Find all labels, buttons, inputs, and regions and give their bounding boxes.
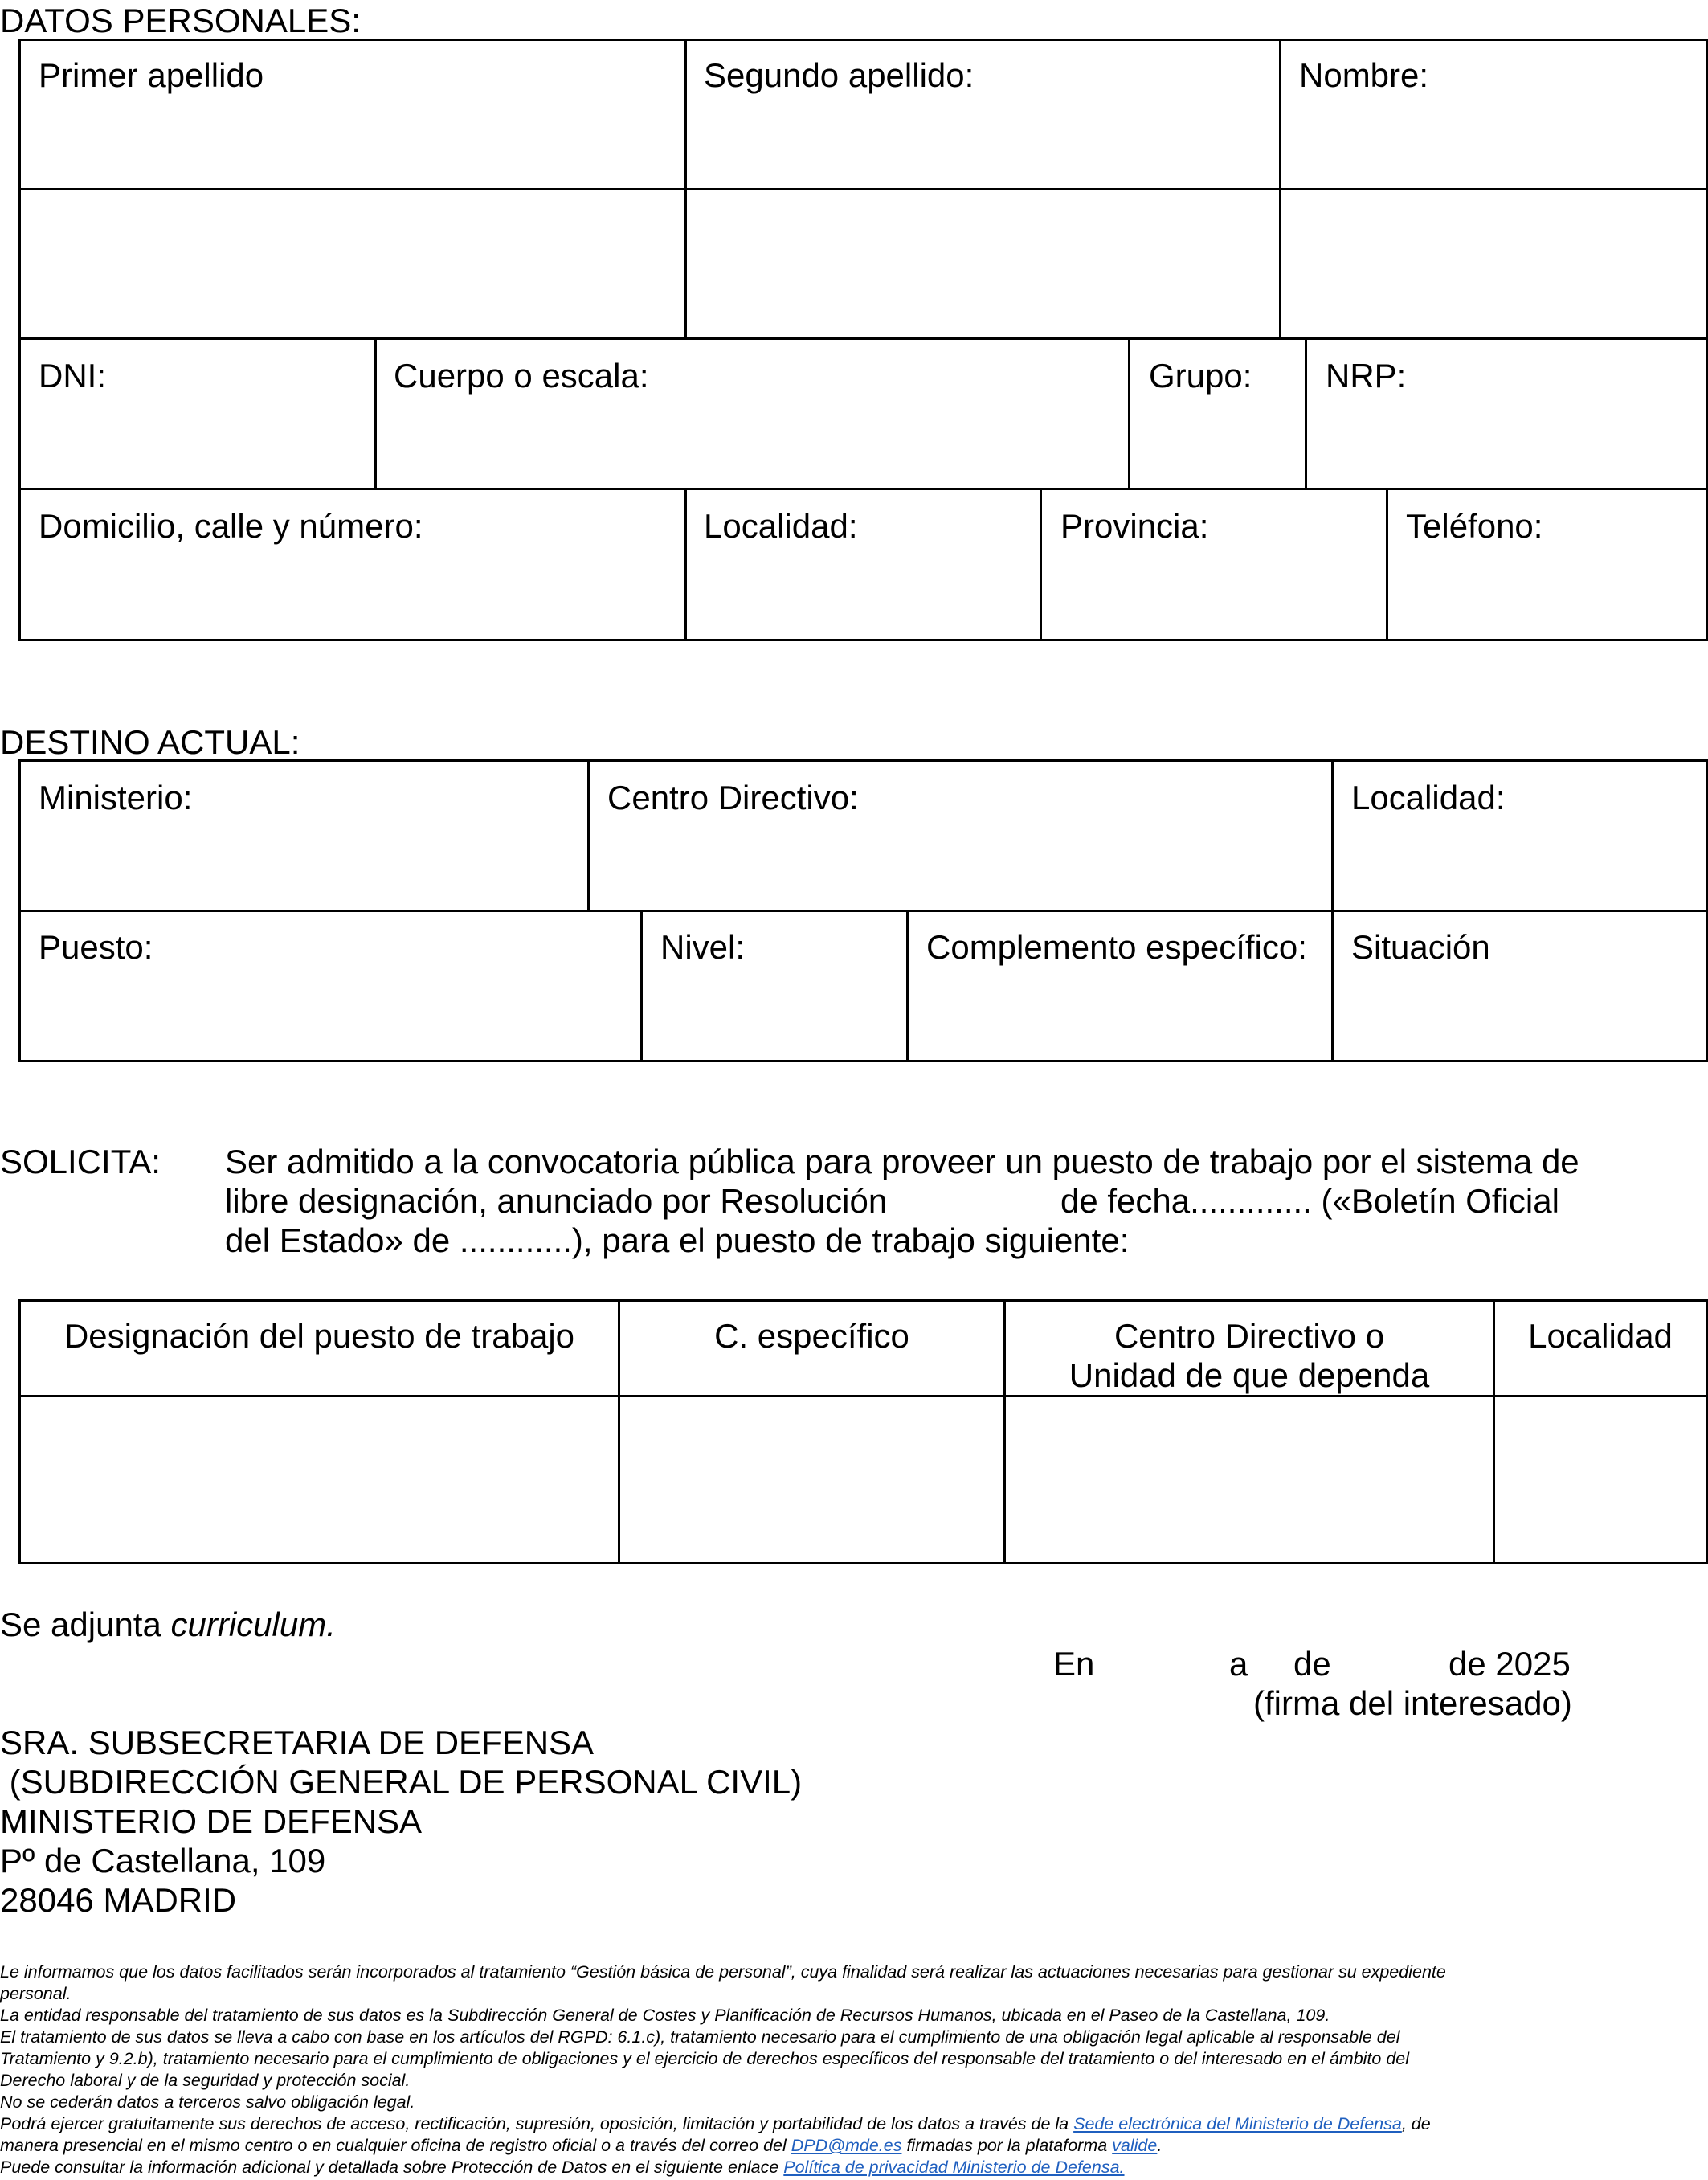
destinatario-line-3: MINISTERIO DE DEFENSA [0, 1802, 423, 1840]
centro-directivo-label: Centro Directivo: [607, 779, 859, 816]
destinatario-line-1: SRA. SUBSECRETARIA DE DEFENSA [0, 1724, 595, 1761]
legal-line: Tratamiento y 9.2.b), tratamiento necesario para el cumplimiento de obligaciones y el ejercicio de derechos específicos del responsable del tratamiento o del interesado en el ámbito del [0, 2049, 1410, 2068]
puesto-label: Puesto: [39, 928, 153, 966]
solicita-line-3: del Estado» de ............), para el puesto de trabajo siguiente: [225, 1221, 1130, 1259]
nivel-label: Nivel: [660, 928, 746, 966]
legal-notice [0, 1961, 1591, 2178]
col-especifico-header: C. específico [714, 1317, 909, 1355]
solicita-line-1: Ser admitido a la convocatoria pública para proveer un puesto de trabajo por el sistema de [225, 1143, 1579, 1180]
destino-section-title: DESTINO ACTUAL: [0, 723, 300, 761]
firma-label: (firma del interesado) [1253, 1684, 1572, 1722]
col-designacion-header: Designación del puesto de trabajo [63, 1317, 575, 1355]
valide-link[interactable]: valide [1112, 2136, 1158, 2155]
complemento-label: Complemento específico: [926, 928, 1307, 966]
legal-line: manera presencial en el mismo centro o en cualquier oficina de registro oficial o a través del correo del DPD@mde.es firmadas por la plataforma valide. [0, 2136, 1163, 2155]
solicita-label: SOLICITA: [0, 1143, 161, 1180]
firma-de: de [1293, 1645, 1331, 1683]
cuerpo-escala-label: Cuerpo o escala: [394, 357, 649, 395]
destino-localidad-label: Localidad: [1351, 779, 1506, 816]
legal-line: personal. [0, 1984, 72, 2003]
firma-en: En [1053, 1645, 1095, 1683]
legal-line: Puede consultar la información adicional y detallada sobre Protección de Datos en el siguiente enlace Política de privacidad Ministerio de Defensa. [0, 2158, 1125, 2177]
telefono-label: Teléfono: [1406, 507, 1543, 545]
solicita-line-2b: de fecha............. («Boletín Oficial [1060, 1182, 1559, 1220]
localidad-label: Localidad: [704, 507, 858, 545]
sede-electronica-link[interactable]: Sede electrónica del Ministerio de Defensa [1073, 2114, 1402, 2133]
ministerio-label: Ministerio: [39, 779, 193, 816]
adjunta-curriculum: Se adjunta curriculum. [0, 1605, 336, 1643]
col-centro-header-2: Unidad de que dependa [1069, 1356, 1430, 1394]
personal-data-table [18, 39, 1708, 641]
solicita-line-2a: libre designación, anunciado por Resolución [225, 1182, 888, 1220]
dni-label: DNI: [39, 357, 106, 395]
destinatario-line-4: Pº de Castellana, 109 [0, 1842, 326, 1879]
legal-line: La entidad responsable del tratamiento de sus datos es la Subdirección General de Costes y Planificación de Recursos Humanos, ubicada en el Paseo de la Castellana, 109. [0, 2006, 1330, 2025]
legal-line: El tratamiento de sus datos se lleva a cabo con base en los artículos del RGPD: 6.1.c), tratamiento necesario para el cumplimiento de una obligación legal aplicable al responsable del [0, 2027, 1400, 2047]
segundo-apellido-label: Segundo apellido: [704, 56, 975, 94]
legal-line: No se cederán datos a terceros salvo obligación legal. [0, 2092, 415, 2112]
personal-section-title: DATOS PERSONALES: [0, 2, 361, 39]
destinatario-line-2: (SUBDIRECCIÓN GENERAL DE PERSONAL CIVIL) [0, 1763, 803, 1801]
firma-a: a [1229, 1645, 1248, 1683]
provincia-label: Provincia: [1060, 507, 1209, 545]
nrp-label: NRP: [1326, 357, 1407, 395]
situacion-label: Situación [1351, 928, 1490, 966]
dpd-email-link[interactable]: DPD@mde.es [791, 2136, 902, 2155]
nombre-label: Nombre: [1299, 56, 1429, 94]
legal-line: Podrá ejercer gratuitamente sus derechos de acceso, rectificación, supresión, oposición, limitación y portabilidad de los datos a través de la Sede electrónica del Ministerio de Defensa, de [0, 2114, 1431, 2133]
grupo-label: Grupo: [1149, 357, 1252, 395]
privacy-policy-link[interactable]: Política de privacidad Ministerio de Defensa. [783, 2158, 1125, 2177]
col-localidad-header: Localidad [1528, 1317, 1673, 1355]
col-centro-header-1: Centro Directivo o [1113, 1317, 1385, 1355]
domicilio-label: Domicilio, calle y número: [39, 507, 423, 545]
primer-apellido-label: Primer apellido [39, 56, 264, 94]
legal-line: Derecho laboral y de la seguridad y protección social. [0, 2071, 411, 2090]
legal-line: Le informamos que los datos facilitados serán incorporados al tratamiento “Gestión básica de personal”, cuya finalidad será realizar las actuaciones necesarias para gestionar su expediente [0, 1962, 1446, 1982]
destinatario-line-5: 28046 MADRID [0, 1881, 237, 1919]
firma-year: de 2025 [1449, 1645, 1571, 1683]
